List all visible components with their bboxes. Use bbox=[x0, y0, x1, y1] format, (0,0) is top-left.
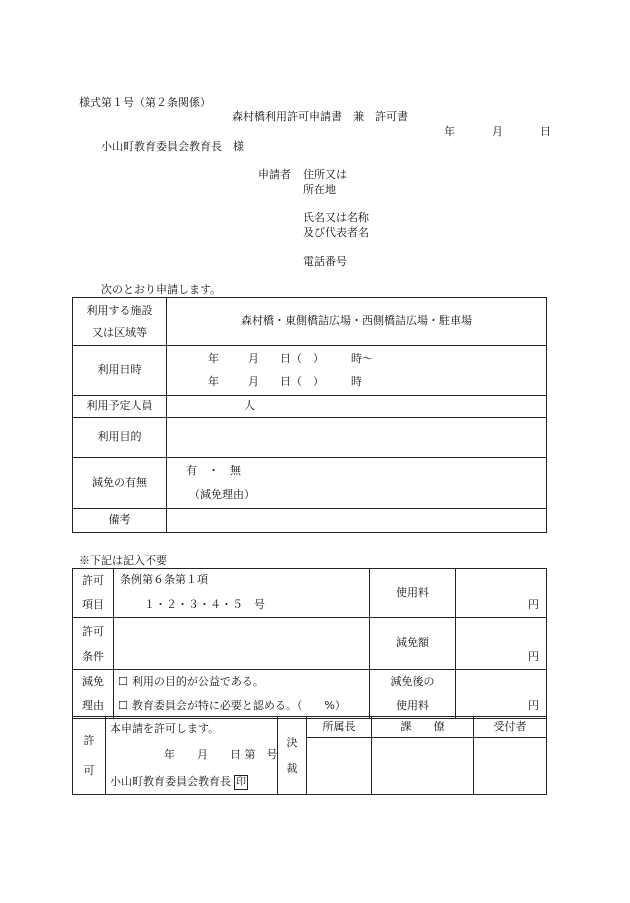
intro-text: 次のとおり申請します。 bbox=[101, 283, 222, 296]
chief-label: 所属長 bbox=[307, 717, 372, 738]
reason-1: ☐ 利用の目的が公益である。 bbox=[118, 675, 264, 688]
phone-label: 電話番号 bbox=[303, 255, 347, 268]
date-day: 日 bbox=[540, 125, 551, 138]
condition-label: 許可 条件 bbox=[73, 618, 114, 670]
decision-label: 決 裁 bbox=[278, 717, 307, 795]
office-note: ※下記は記入不要 bbox=[79, 554, 167, 567]
item-label: 許可 項目 bbox=[73, 569, 114, 618]
facility-label: 利用する施設 又は区域等 bbox=[73, 298, 167, 346]
people-label: 利用予定人員 bbox=[73, 396, 167, 418]
permit-label: 許 可 bbox=[73, 717, 106, 795]
remarks-value bbox=[167, 509, 547, 533]
office-table bbox=[72, 568, 547, 719]
applicant-label: 申請者 bbox=[258, 168, 291, 181]
after-fee-label: 減免後の 使用料 bbox=[370, 670, 456, 719]
date-year: 年 bbox=[444, 125, 455, 138]
address-label-2: 所在地 bbox=[303, 183, 336, 196]
datetime-value: 年 月 日（ ） 時～ 年 月 日（ ） 時 bbox=[167, 346, 547, 396]
reason-2: ☐ 教育委員会が特に必要と認める。（ %） bbox=[118, 699, 346, 712]
datetime-label: 利用日時 bbox=[73, 346, 167, 396]
form-number: 様式第１号（第２条関係） bbox=[79, 96, 211, 109]
fee-label: 使用料 bbox=[370, 569, 456, 618]
remarks-label: 備考 bbox=[73, 509, 167, 533]
checkbox-reason-1[interactable]: ☐ bbox=[118, 675, 128, 688]
permit-table bbox=[72, 716, 547, 795]
chief-seal-box bbox=[307, 738, 372, 795]
name-label-2: 及び代表者名 bbox=[303, 226, 369, 239]
addressee: 小山町教育委員会教育長 様 bbox=[101, 140, 244, 153]
receiver-label: 受付者 bbox=[474, 717, 547, 738]
item-value: 条例第６条第１項 １・２・３・４・５ 号 bbox=[114, 569, 370, 618]
receiver-seal-box bbox=[474, 738, 547, 795]
date-month: 月 bbox=[492, 125, 503, 138]
people-value: 人 bbox=[167, 396, 547, 418]
reason-label: 減免 理由 bbox=[73, 670, 114, 719]
address-label: 住所又は bbox=[303, 168, 347, 181]
facility-value: 森村橋・東側橋詰広場・西側橋詰広場・駐車場 bbox=[167, 298, 547, 346]
form-title: 森村橋利用許可申請書 兼 許可書 bbox=[232, 110, 408, 123]
permit-issuer: 小山町教育委員会教育長 印 bbox=[110, 775, 246, 788]
section-label: 課 僚 bbox=[372, 717, 474, 738]
exemption-value: 有 ・ 無 （減免理由） bbox=[167, 458, 547, 509]
reduction-label: 減免額 bbox=[370, 618, 456, 670]
reduction-value: 円 bbox=[456, 618, 547, 670]
application-table bbox=[72, 297, 547, 533]
purpose-label: 利用目的 bbox=[73, 418, 167, 458]
purpose-value bbox=[167, 418, 547, 458]
section-seal-box bbox=[372, 738, 474, 795]
reason-value bbox=[114, 670, 370, 719]
condition-value bbox=[114, 618, 370, 670]
name-label: 氏名又は名称 bbox=[303, 211, 369, 224]
permit-body: 本申請を許可します。 年 月 日 第 号 小山町教育委員会教育長 印 bbox=[106, 717, 278, 795]
after-fee-value: 円 bbox=[456, 670, 547, 719]
checkbox-reason-2[interactable]: ☐ bbox=[118, 699, 128, 712]
fee-value: 円 bbox=[456, 569, 547, 618]
exemption-label: 減免の有無 bbox=[73, 458, 167, 509]
seal-mark: 印 bbox=[236, 777, 246, 788]
